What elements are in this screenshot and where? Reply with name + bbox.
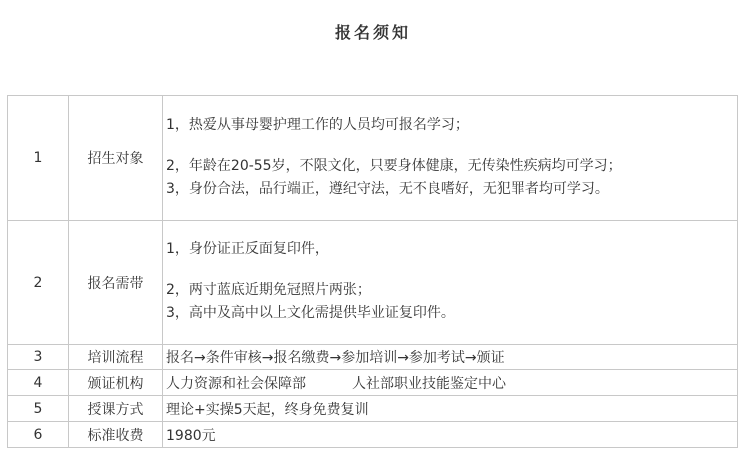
- table-row: [8, 422, 738, 448]
- row-label: 授课方式: [69, 396, 163, 422]
- issuer-secondary: 人社部职业技能鉴定中心: [352, 375, 506, 392]
- row-content: [163, 96, 738, 221]
- row-label: 招生对象: [69, 96, 163, 221]
- row-number: 1: [8, 96, 69, 221]
- table-row: [8, 221, 738, 345]
- table-row: [8, 96, 738, 221]
- row-number: 5: [8, 396, 69, 422]
- row-label: 标准收费: [69, 422, 163, 448]
- row-content: [163, 221, 738, 345]
- content-line: 3，身份合法，品行端正，遵纪守法，无不良嗜好，无犯罪者均可学习。: [166, 180, 609, 197]
- row-label: 报名需带: [69, 221, 163, 345]
- content-line: 3，高中及高中以上文化需提供毕业证复印件。: [166, 305, 455, 321]
- page-title: 报名须知: [334, 23, 411, 42]
- row-content: 理论+实操5天起，终身免费复训: [163, 396, 738, 422]
- issuer-primary: 人力资源和社会保障部: [166, 375, 306, 392]
- row-number: 3: [8, 345, 69, 370]
- content-line: 1，热爱从事母婴护理工作的人员均可报名学习；: [166, 116, 469, 133]
- table-row: [8, 370, 738, 396]
- enrollment-info-table: [7, 95, 738, 448]
- row-content: [163, 370, 738, 396]
- row-label: 培训流程: [69, 345, 163, 370]
- content-line: 2，年龄在20-55岁，不限文化，只要身体健康，无传染性疾病均可学习；: [166, 157, 622, 174]
- table-row: [8, 396, 738, 422]
- row-content: 1980元: [163, 422, 738, 448]
- row-number: 4: [8, 370, 69, 396]
- content-line: 1，身份证正反面复印件，: [166, 241, 329, 257]
- table-row: [8, 345, 738, 370]
- row-label: 颁证机构: [69, 370, 163, 396]
- row-content: 报名→条件审核→报名缴费→参加培训→参加考试→颁证: [163, 345, 738, 370]
- row-number: 2: [8, 221, 69, 345]
- content-line: 2，两寸蓝底近期免冠照片两张；: [166, 282, 371, 298]
- row-number: 6: [8, 422, 69, 448]
